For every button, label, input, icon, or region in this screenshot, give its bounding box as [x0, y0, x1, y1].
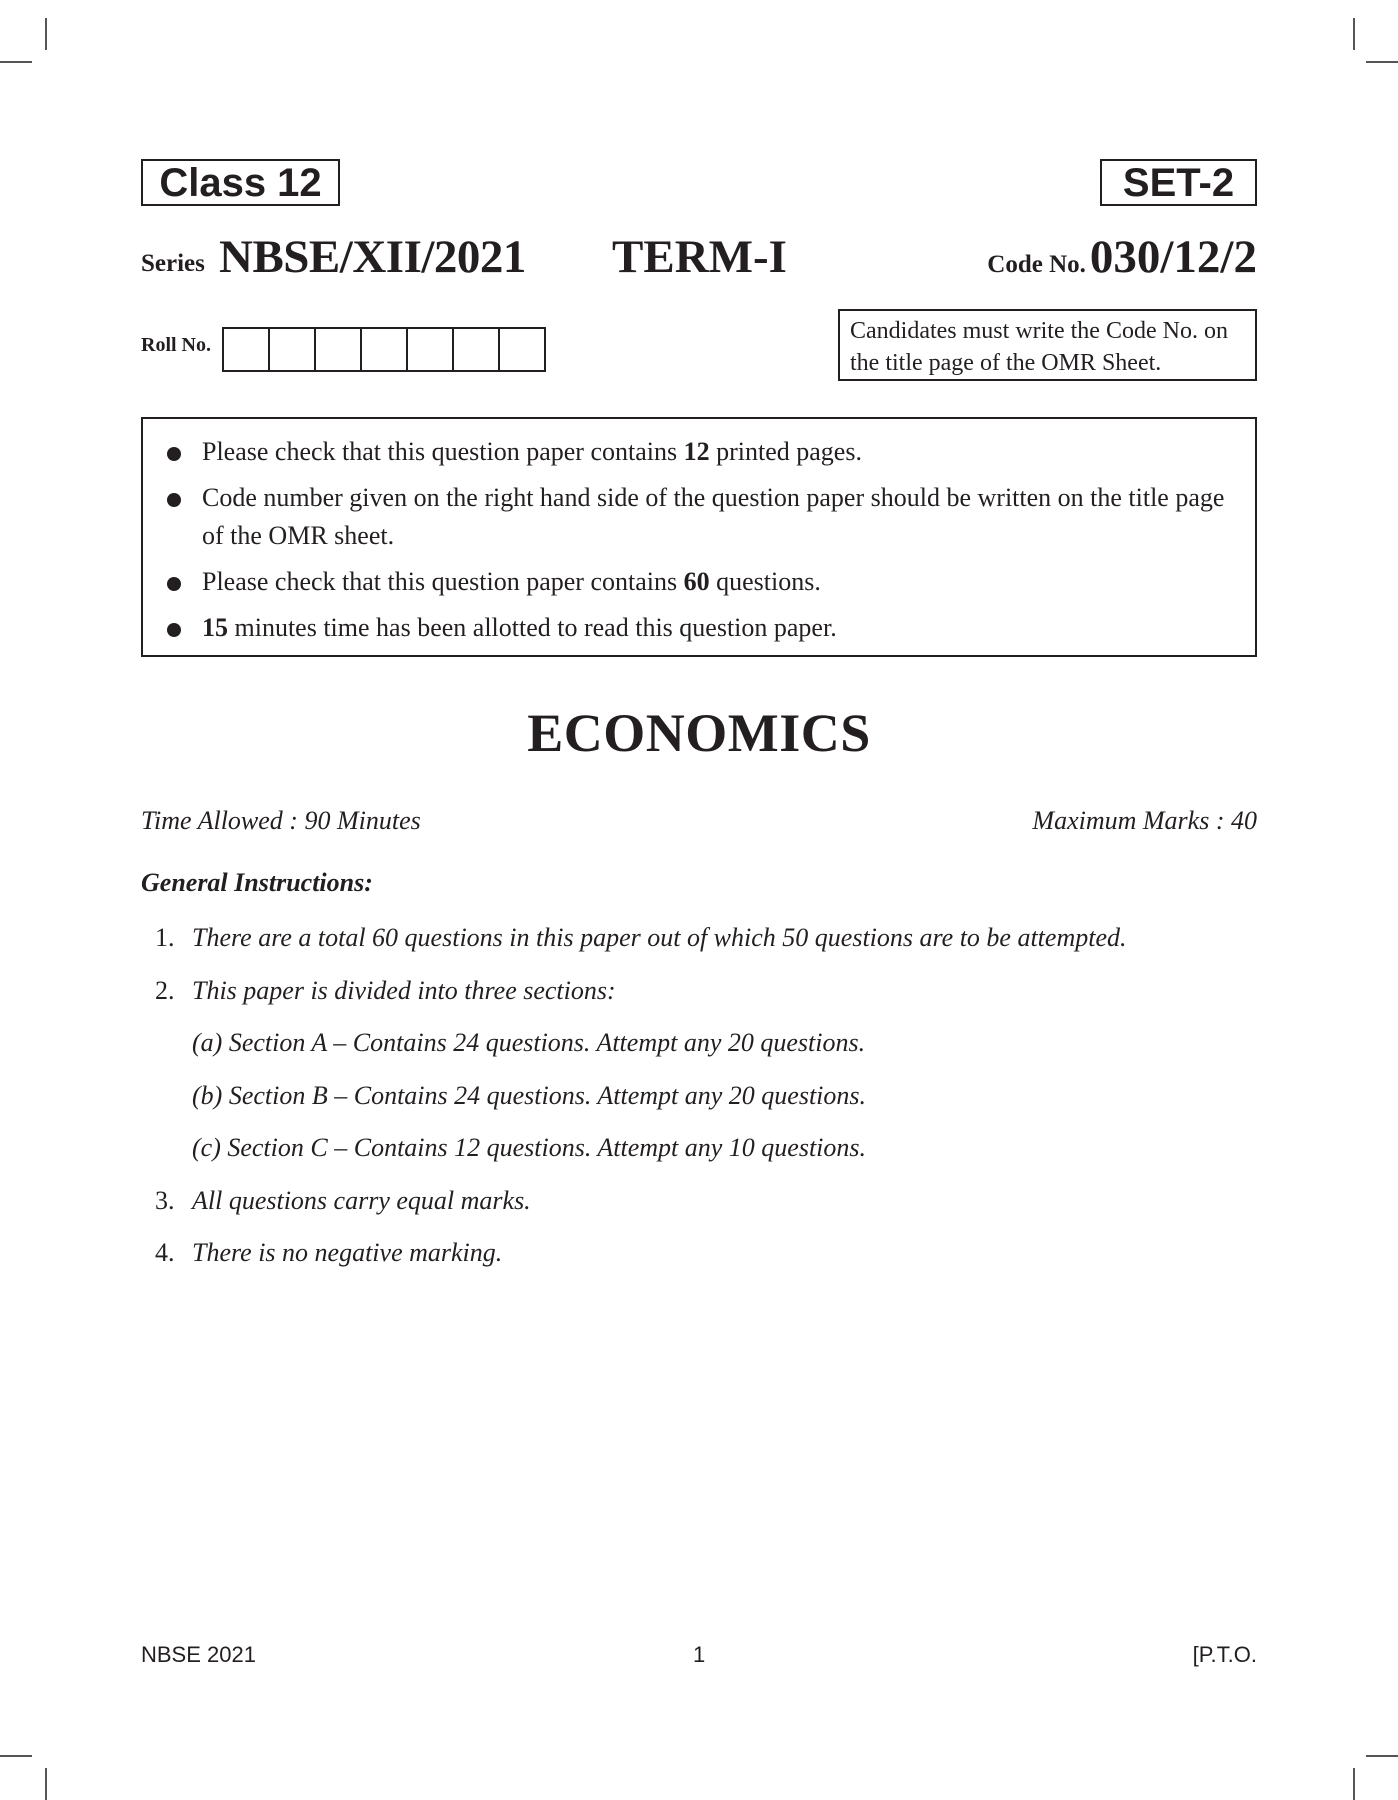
code-value: 030/12/2	[1089, 231, 1257, 283]
instruction-item: 3. All questions carry equal marks.	[155, 1185, 531, 1215]
page-number: 1	[693, 1642, 706, 1667]
series-label: Series	[141, 250, 205, 277]
roll-no-digit-box[interactable]	[270, 329, 316, 370]
crop-mark-bottom-left-vertical	[45, 1768, 47, 1800]
check-instructions-box	[141, 417, 1257, 657]
crop-mark-top-left-horizontal	[0, 61, 32, 63]
crop-mark-bottom-right-vertical	[1353, 1768, 1355, 1800]
general-instructions-list	[155, 918, 1127, 1286]
instruction-subitem: (a) Section A – Contains 24 questions. Attempt any 20 questions.	[192, 1028, 866, 1057]
instruction-subitem: (b) Section B – Contains 24 questions. Attempt any 20 questions.	[192, 1080, 867, 1110]
instruction-item: 2. This paper is divided into three sections:	[155, 975, 616, 1005]
series-line	[141, 226, 1257, 286]
crop-mark-bottom-right-horizontal	[1366, 1755, 1398, 1757]
time-allowed: Time Allowed : 90 Minutes	[141, 806, 421, 835]
roll-no-digit-box[interactable]	[454, 329, 500, 370]
bullet-icon	[167, 493, 181, 507]
subject-title: ECONOMICS	[527, 703, 871, 763]
crop-mark-bottom-left-horizontal	[0, 1755, 32, 1757]
maximum-marks: Maximum Marks : 40	[1032, 806, 1257, 835]
instruction-item: 1. There are a total 60 questions in this paper out of which 50 questions are to be attempted.	[155, 923, 1127, 952]
candidate-note-line: the title page of the OMR Sheet.	[850, 350, 1162, 376]
footer-left: NBSE 2021	[141, 1642, 256, 1667]
term-label: TERM-I	[612, 231, 787, 283]
class-badge: Class 12	[141, 159, 340, 206]
code-number	[987, 230, 1257, 284]
bullet-icon	[167, 577, 181, 591]
instruction-subitem: (c) Section C – Contains 12 questions. Attempt any 10 questions.	[192, 1133, 867, 1162]
candidate-note-line: Candidates must write the Code No. on	[850, 318, 1228, 344]
roll-no-label: Roll No.	[141, 334, 211, 356]
check-instruction-item: Please check that this question paper contains 60 questions.	[167, 563, 1235, 601]
bullet-icon	[167, 447, 181, 461]
roll-no-boxes[interactable]	[222, 327, 546, 372]
candidate-note-box	[838, 309, 1257, 381]
footer-right: [P.T.O.	[1192, 1642, 1257, 1667]
code-label: Code No.	[987, 251, 1086, 278]
crop-mark-top-right-vertical	[1353, 18, 1355, 50]
crop-mark-top-right-horizontal	[1366, 61, 1398, 63]
check-instruction-item: Code number given on the right hand side of the question paper should be written on the title page of the OMR sheet.	[167, 479, 1235, 555]
roll-no-digit-box[interactable]	[224, 329, 270, 370]
bullet-icon	[167, 623, 181, 637]
roll-no-digit-box[interactable]	[500, 329, 546, 370]
general-instructions-heading: General Instructions:	[141, 868, 373, 897]
set-badge: SET-2	[1100, 159, 1257, 206]
roll-no-digit-box[interactable]	[408, 329, 454, 370]
check-instruction-item: Please check that this question paper contains 12 printed pages.	[167, 433, 1235, 471]
instruction-item: 4. There is no negative marking.	[155, 1238, 503, 1267]
roll-no-digit-box[interactable]	[316, 329, 362, 370]
crop-mark-top-left-vertical	[45, 18, 47, 50]
series-value: NBSE/XII/2021	[219, 231, 526, 283]
roll-no-digit-box[interactable]	[362, 329, 408, 370]
check-instruction-item: 15 minutes time has been allotted to read this question paper.	[167, 609, 1235, 647]
